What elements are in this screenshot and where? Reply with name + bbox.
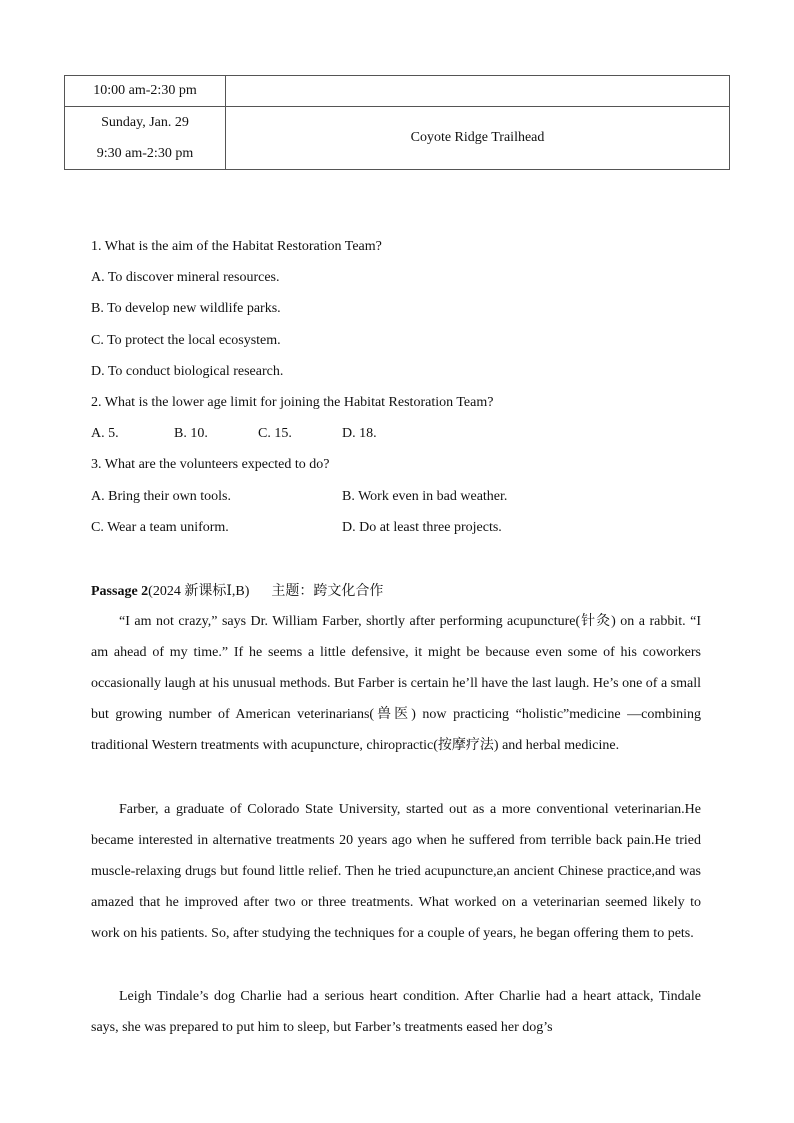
question-stem: 3. What are the volunteers expected to do? <box>91 457 330 472</box>
option: B. Work even in bad weather. <box>342 489 508 504</box>
time-cell: 10:00 am-2:30 pm <box>65 76 226 107</box>
option: A. 5. <box>91 426 119 441</box>
passage-paragraph: Farber, a graduate of Colorado State University, started out as a more conventional veterinarian.He became interested in alternative treatments 20 years ago when he suffered from terrible back pain.He tried muscle-relaxing drugs but found little relief. Then he tried acupuncture,an ancient Chinese practice,and was amazed that he improved after two or three treatments. What worked on a veterinarian seemed likely to work on his patients. So, after studying the techniques for a couple of years, he began offering them to pets. <box>91 802 701 942</box>
passage-source: (2024 新课标Ⅰ,B) <box>148 584 250 599</box>
option: B. 10. <box>174 426 208 441</box>
question-stem: 2. What is the lower age limit for joining the Habitat Restoration Team? <box>91 395 494 410</box>
passage-paragraph: “I am not crazy,” says Dr. William Farber, shortly after performing acupuncture(针灸) on a rabbit. “I am ahead of my time.” If he seems a little defensive, it might be because even some of his coworkers occasionally laugh at his unusual methods. But Farber is certain he’ll have the last laugh. He’s one of a small but growing number of American veterinarians(兽医) now practicing “holistic”medicine —combining traditional Western treatments with acupuncture, chiropractic(按摩疗法) and herbal medicine. <box>91 614 702 754</box>
passage-theme: 主题：跨文化合作 <box>271 584 384 599</box>
schedule-table <box>64 75 730 170</box>
option: D. Do at least three projects. <box>342 520 502 535</box>
table-row <box>65 76 730 107</box>
place-cell: Coyote Ridge Trailhead <box>226 107 730 170</box>
option: D. 18. <box>342 426 377 441</box>
date-time-cell <box>65 107 226 170</box>
option: B. To develop new wildlife parks. <box>91 301 281 316</box>
option: C. Wear a team uniform. <box>91 520 229 535</box>
table-row <box>65 107 730 170</box>
question-stem: 1. What is the aim of the Habitat Restoration Team? <box>91 239 382 254</box>
passage-heading <box>91 580 383 600</box>
place-cell <box>226 76 730 107</box>
option: A. To discover mineral resources. <box>91 270 280 285</box>
option: C. To protect the local ecosystem. <box>91 333 281 348</box>
time-text: 9:30 am-2:30 pm <box>96 146 194 161</box>
option: C. 15. <box>258 426 292 441</box>
option: A. Bring their own tools. <box>91 489 231 504</box>
passage-label: Passage 2 <box>91 584 149 599</box>
passage-paragraph: Leigh Tindale’s dog Charlie had a serious heart condition. After Charlie had a heart attack, Tindale says, she was prepared to put him to sleep, but Farber’s treatments eased her dog’s <box>91 989 701 1036</box>
date-text: Sunday, Jan. 29 <box>101 115 189 130</box>
option: D. To conduct biological research. <box>91 364 284 379</box>
